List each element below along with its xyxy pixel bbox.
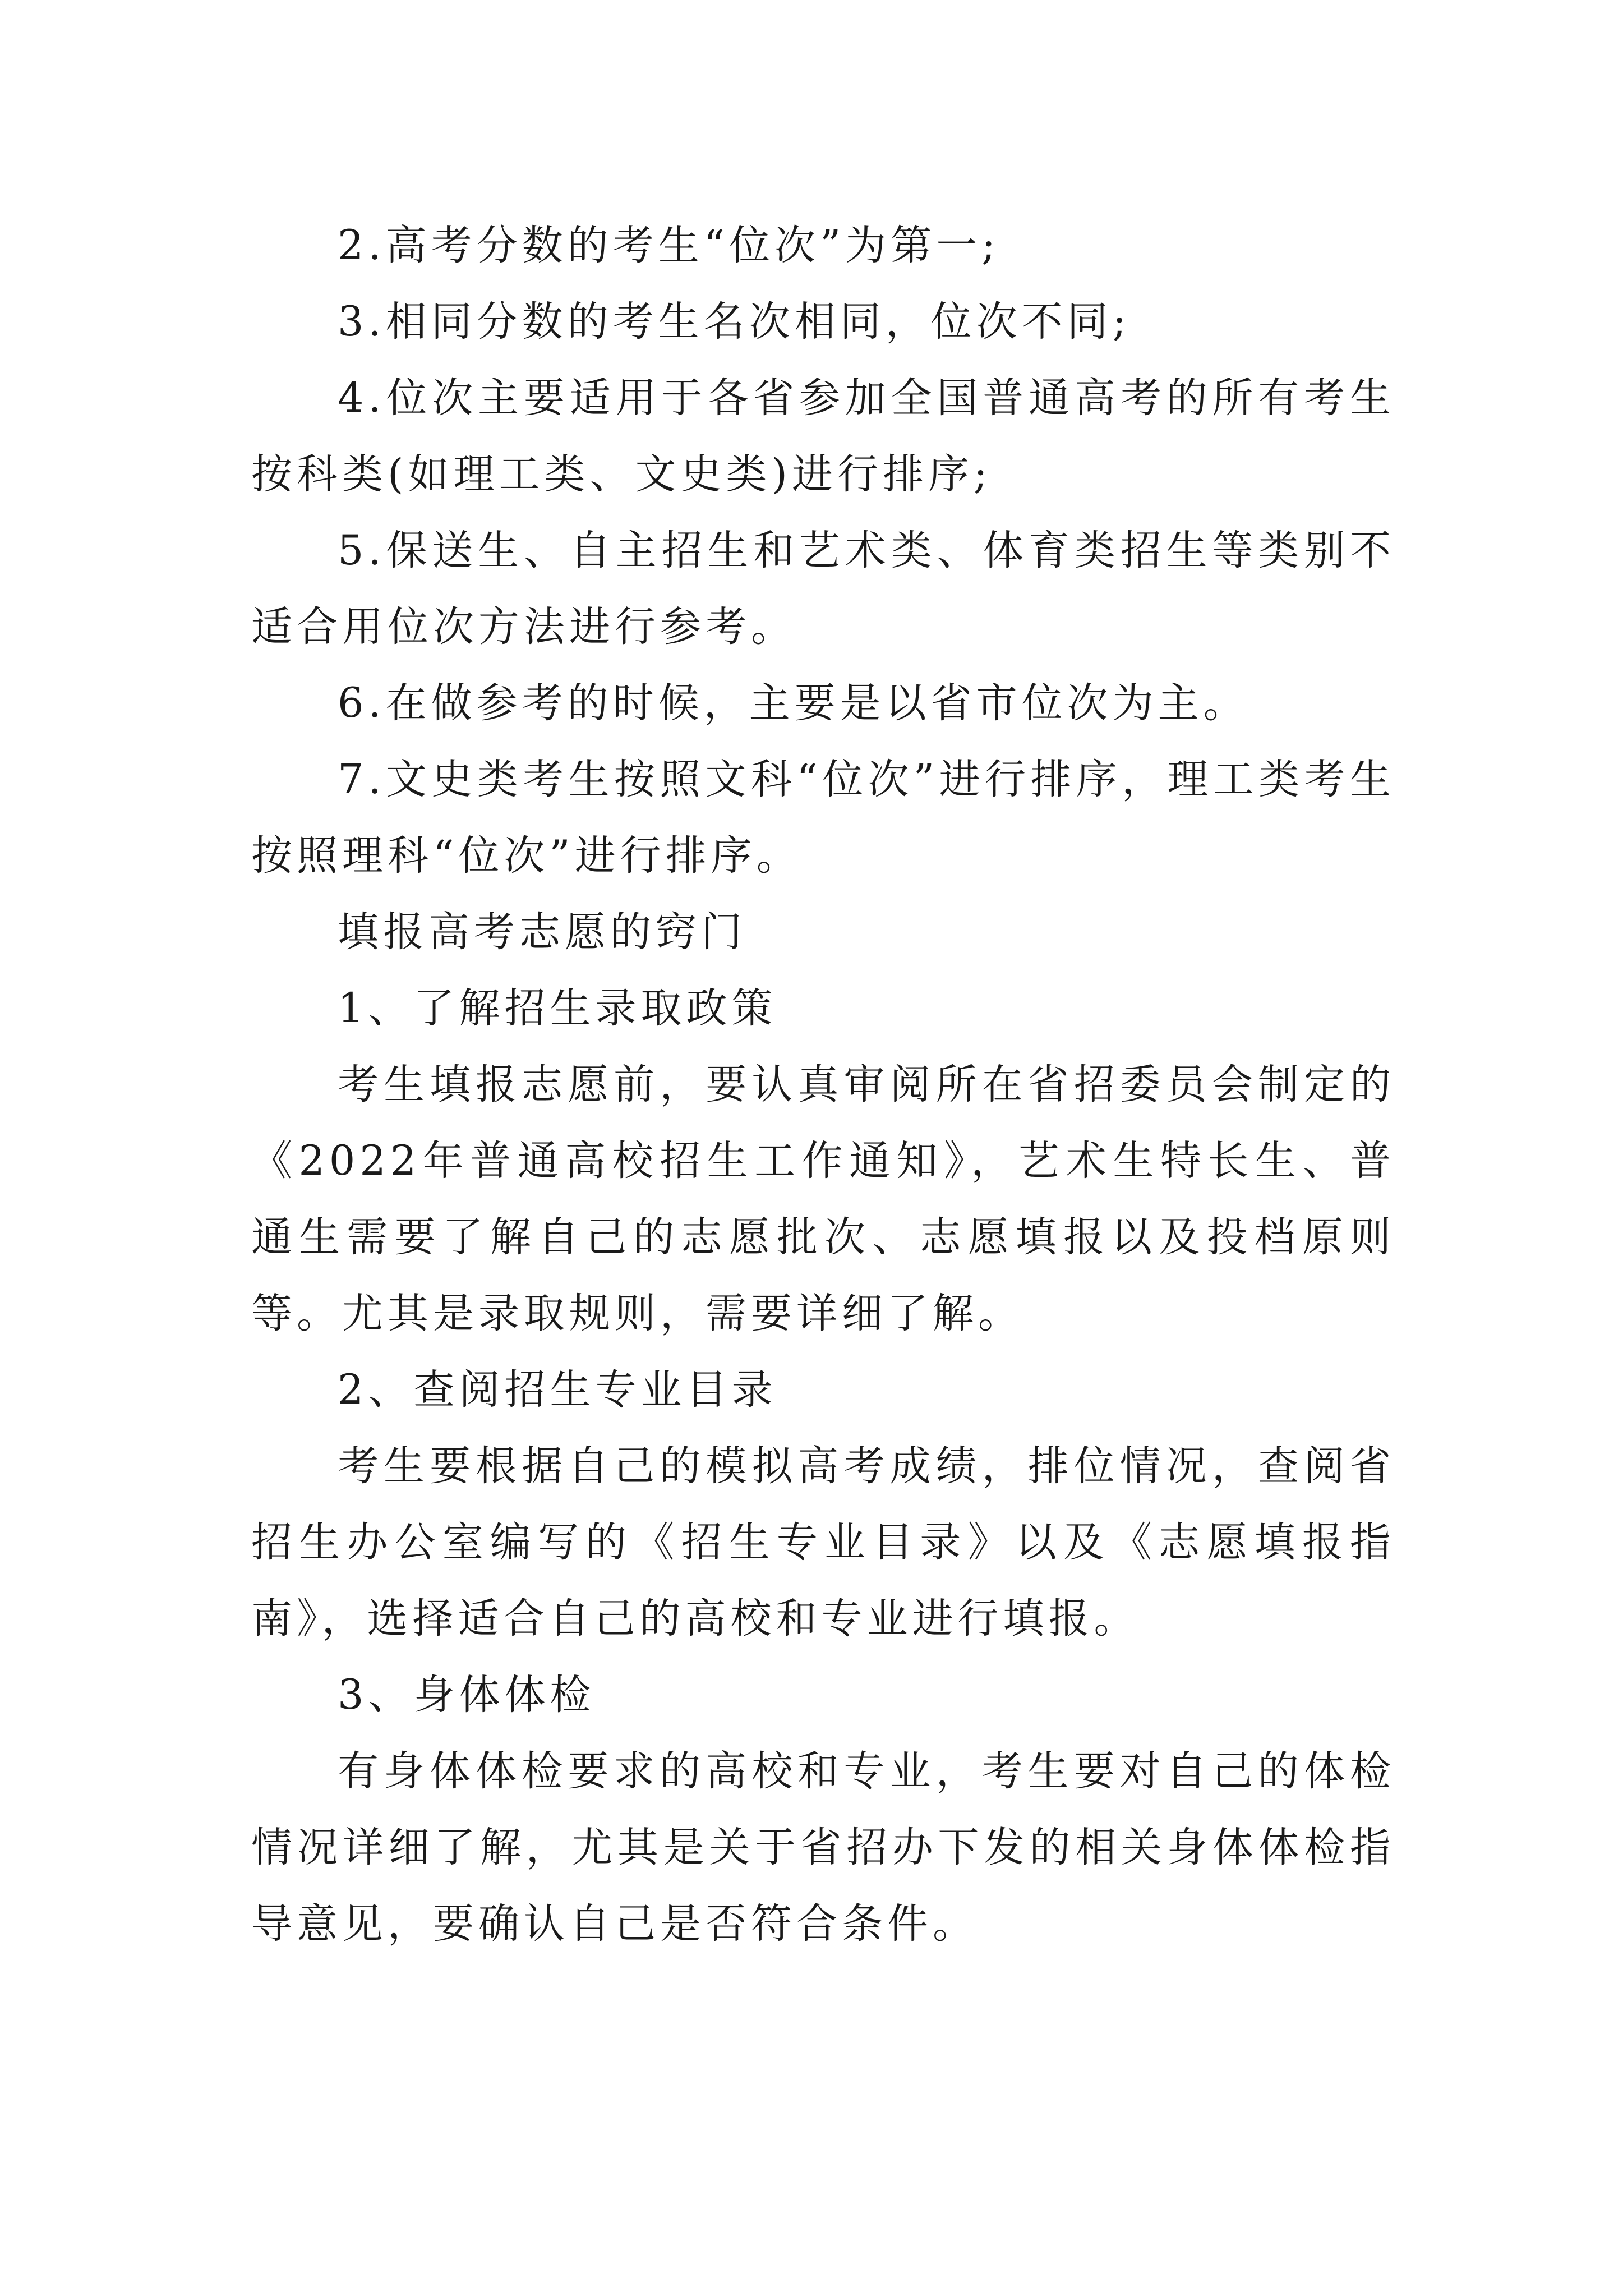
paragraph-provincial-rank: 6.在做参考的时候，主要是以省市位次为主。: [338, 679, 1249, 727]
paragraph-physical-exam: 有身体体检要求的高校和专业，考生要对自己的体检情况详细了解，尤其是关于省招办下发的相关身体体检指导意见，要确认自己是否符合条件。: [251, 1747, 1395, 1948]
paragraph-special-admissions: 5.保送生、自主招生和艺术类、体育类招生等类别不适合用位次方法进行参考。: [251, 527, 1395, 651]
subheading-physical-exam: 3、身体体检: [338, 1671, 596, 1719]
subheading-catalog: 2、查阅招生专业目录: [338, 1366, 777, 1414]
paragraph-catalog: 考生要根据自己的模拟高考成绩，排位情况，查阅省招生办公室编写的《招生专业目录》以及《志愿填报指南》，选择适合自己的高校和专业进行填报。: [251, 1442, 1395, 1642]
paragraph-same-score: 3.相同分数的考生名次相同，位次不同;: [338, 298, 1131, 346]
paragraph-policy: 考生填报志愿前，要认真审阅所在省招委员会制定的《2022年普通高校招生工作通知》，艺术生特长生、普通生需要了解自己的志愿批次、志愿填报以及投档原则等。尤其是录取规则，需要详细了解。: [251, 1061, 1395, 1337]
document-body: [251, 208, 1395, 1962]
paragraph-rank-scope: 4.位次主要适用于各省参加全国普通高考的所有考生按科类(如理工类、文史类)进行排序;: [251, 374, 1395, 498]
section-heading-tips: 填报高考志愿的窍门: [338, 908, 746, 956]
paragraph-rank-first: 2.高考分数的考生“位次”为第一;: [338, 222, 1000, 269]
subheading-policy: 1、了解招生录取政策: [338, 984, 777, 1032]
paragraph-arts-science-rank: 7.文史类考生按照文科“位次”进行排序，理工类考生按照理科“位次”进行排序。: [251, 756, 1395, 880]
